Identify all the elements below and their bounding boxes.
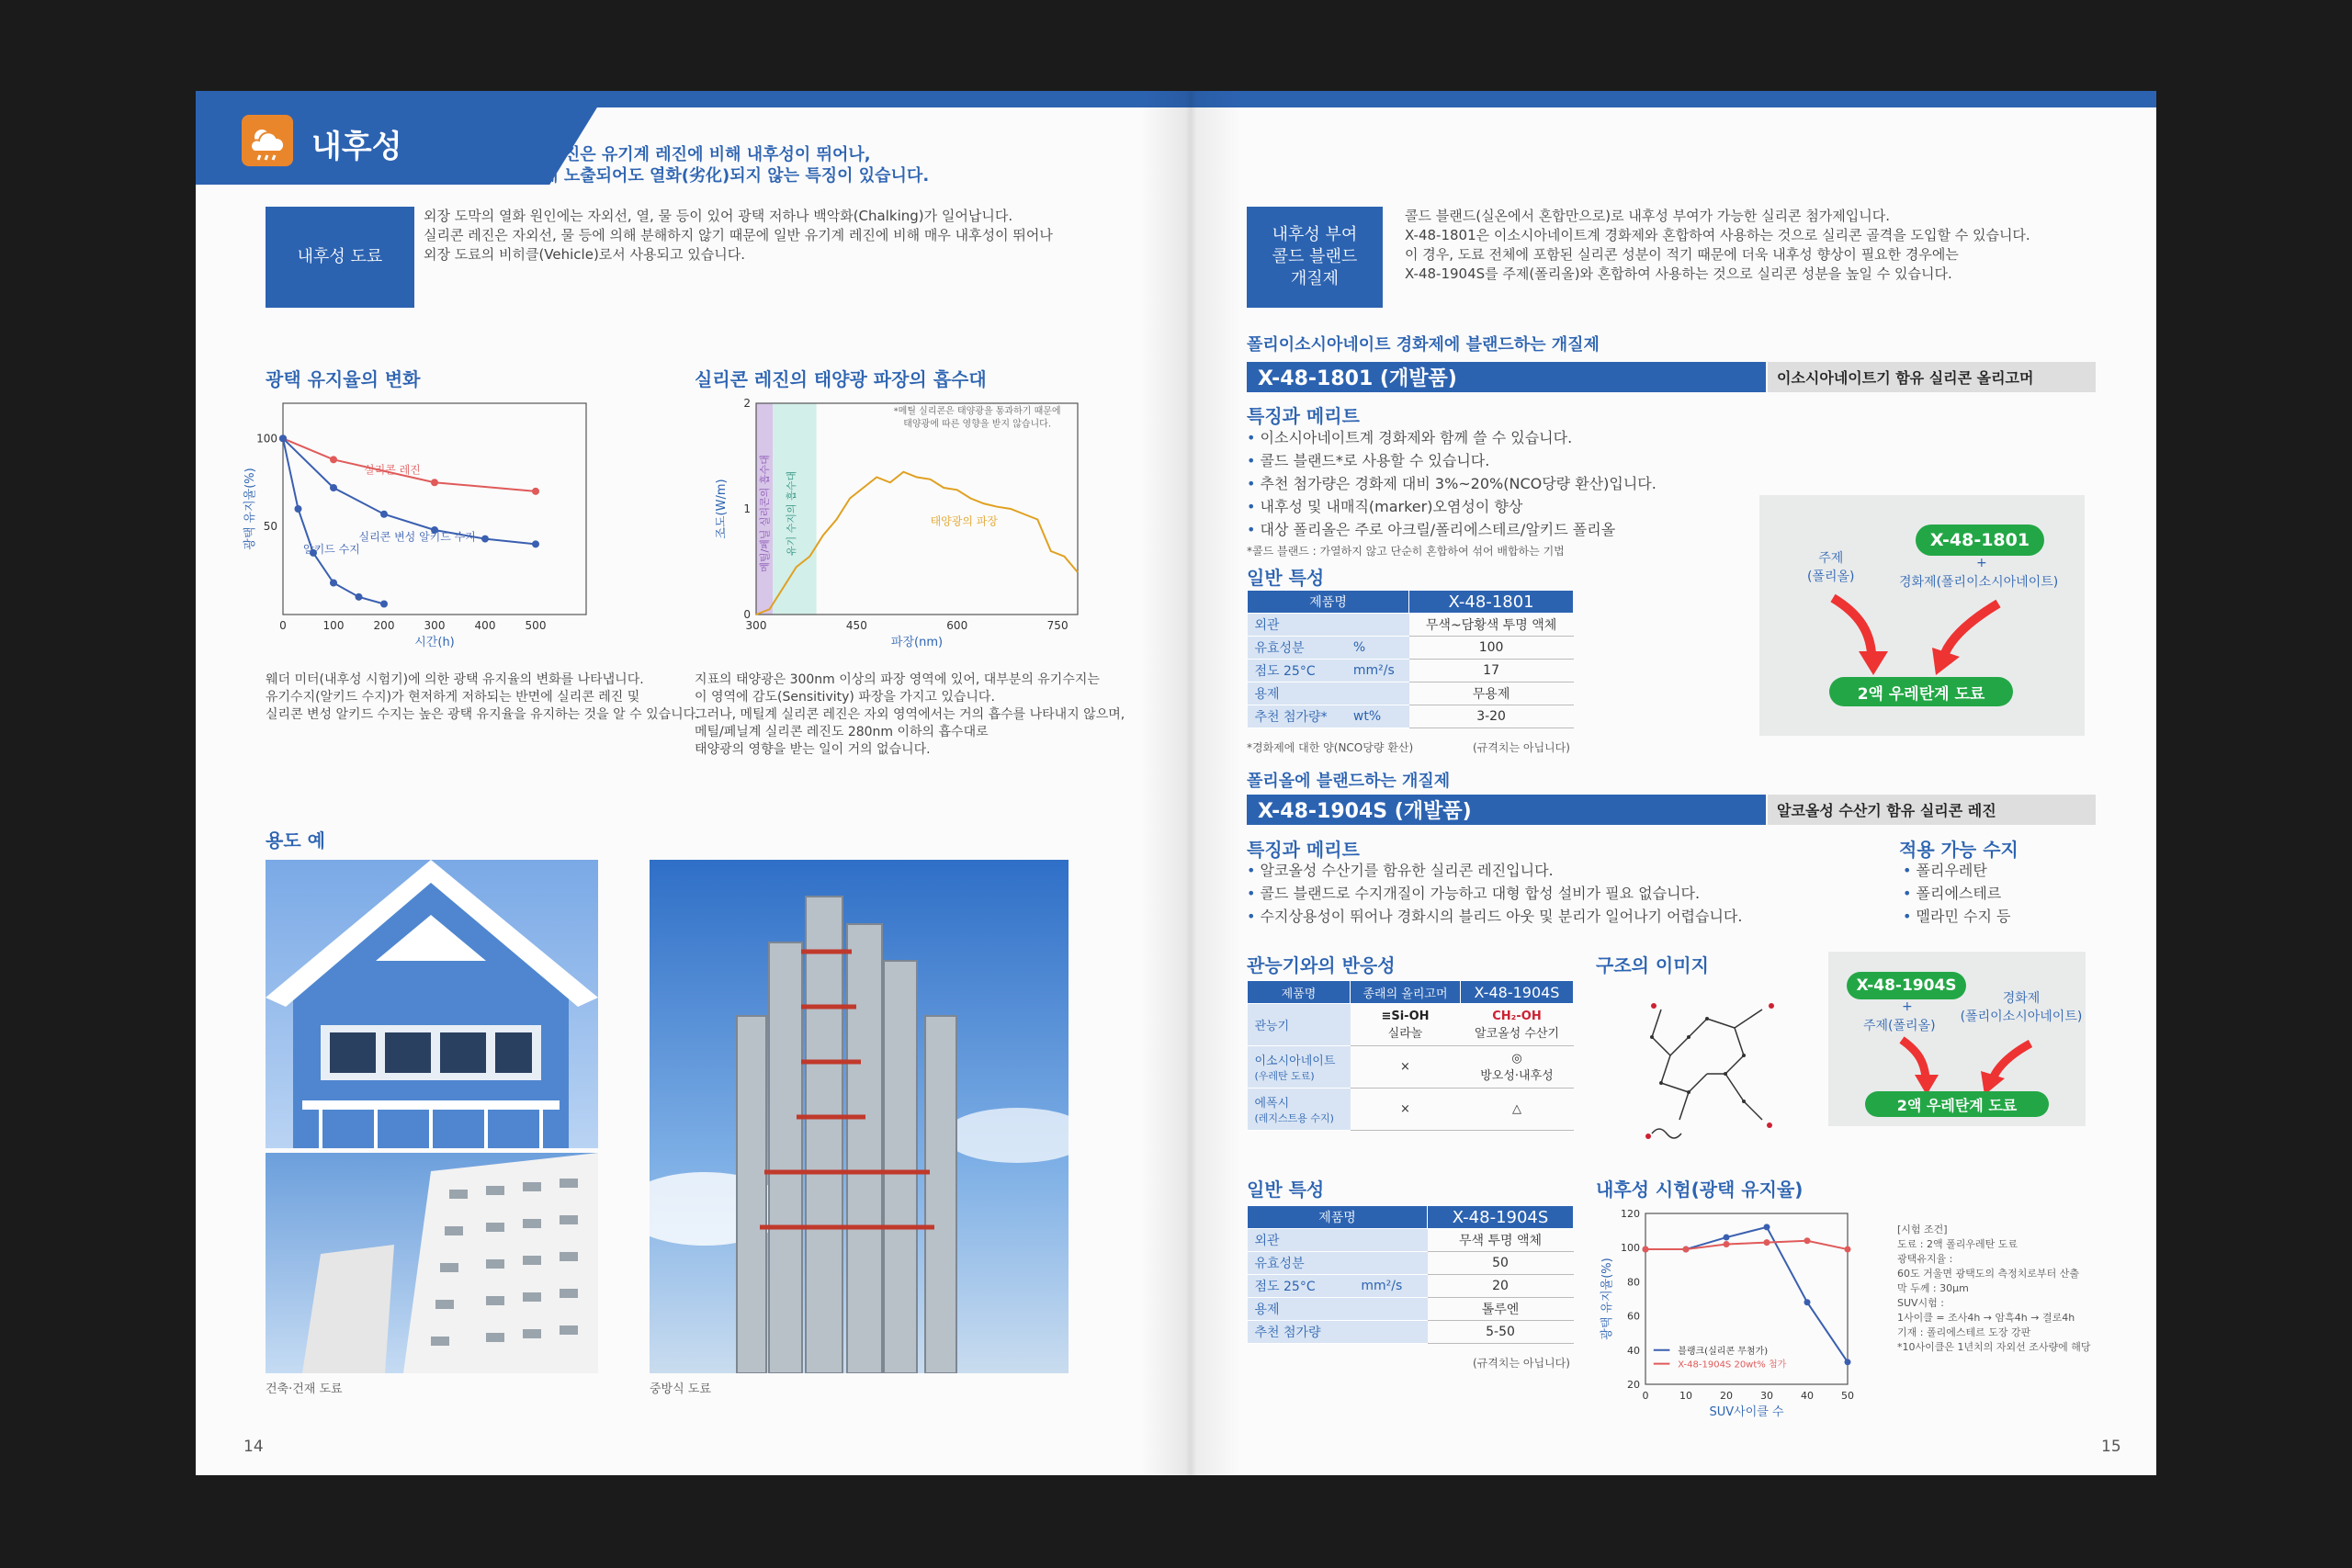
- product2-tag: 알코올성 수산기 함유 실리콘 레진: [1768, 795, 2096, 825]
- x-tick-label: 20: [1720, 1390, 1733, 1402]
- page-number-left: 14: [243, 1438, 264, 1456]
- modifier-label: 내후성 부여 콜드 블랜드 개질제: [1247, 207, 1383, 308]
- data-point: [1764, 1224, 1770, 1230]
- data-point: [330, 484, 337, 491]
- blend-diagram-1: [1759, 495, 2085, 736]
- urethane-coating-pill-2: 2액 우레탄계 도료: [1865, 1091, 2049, 1117]
- data-point: [330, 580, 337, 587]
- structure-title: 구조의 이미지: [1596, 954, 1709, 976]
- absorption-chart-description: 지표의 태양광은 300nm 이상의 파장 영역에 있어, 대부분의 유기수지는 이 영역에 감도(Sensitivity) 파장을 가지고 있습니다. 그러나, 메틸계 실리콘 레진은 자외 영역에서는 거의 흡수를 나타내지 않으며, 메틸/페닐계 실리콘 레진도 280nm 이하의 흡수대로 태양광의 영향을 받는 일이 거의 없습니다.: [695, 672, 1125, 757]
- y-tick-label: 100: [256, 432, 277, 446]
- x-tick-label: 40: [1801, 1390, 1814, 1402]
- data-point: [330, 456, 337, 463]
- product1-features: • 이소시아네이트계 경화제와 함께 쓸 수 있습니다. • 콜드 블랜드*로 사용할 수 있습니다. • 추천 첨가량은 경화제 대비 3%~20%(NCO당량 환산)입니다. • 내후성 및 내매직(marker)오염성이 향상 • 대상 폴리올은 주로 아크릴/폴리에스테르/알키드 폴리올: [1247, 426, 1657, 541]
- data-point: [1724, 1235, 1730, 1241]
- y-tick-label: 120: [1621, 1208, 1640, 1220]
- page-fold: [1140, 91, 1241, 1475]
- y-tick-label: 80: [1627, 1276, 1640, 1289]
- brochure-spread: [196, 91, 2156, 1475]
- plus-sign-2: +: [1902, 999, 1913, 1014]
- band-label: 유기 수지의 흡수대: [785, 470, 797, 557]
- x-tick-label: 600: [946, 619, 968, 632]
- red-arrows-icon-2: [1883, 1034, 2049, 1099]
- data-point: [1804, 1237, 1811, 1244]
- usage-title: 용도 예: [266, 829, 325, 852]
- intro-text: 실리콘 레진은 유기계 레진에 비해 내후성이 뛰어나, 자외선에 노출되어도 열화(劣化)되지 않는 특징이 있습니다.: [494, 145, 930, 186]
- hardener-label: 경화제(폴리이소시아네이트): [1899, 575, 2059, 590]
- x-tick-label: 10: [1679, 1390, 1692, 1402]
- absorption-chart-title: 실리콘 레진의 태양광 파장의 흡수대: [695, 368, 987, 390]
- urethane-coating-pill: 2액 우레탄계 도료: [1829, 677, 2013, 706]
- x-tick-label: 400: [474, 619, 496, 632]
- data-point: [532, 540, 539, 547]
- data-point: [1764, 1239, 1770, 1246]
- data-point: [1804, 1299, 1811, 1305]
- product2-spec-table: 제품명 X-48-1904S 외관 무색 투명 액체 유효성분 50 점도 25°C mm²/s 20 용제 톨루엔 추천 첨가량 5-50: [1247, 1205, 1574, 1344]
- page-title: 내후성: [311, 129, 402, 165]
- modifier-text: 콜드 블랜드(실온에서 혼합만으로)로 내후성 부여가 가능한 실리콘 첨가제입니다. X-48-1801은 이소시아네이트계 경화제와 혼합하여 사용하는 것으로 실리콘 골격을 도입할 수 있습니다. 이 경우, 도료 전체에 포함된 실리콘 성분이 적기 때문에 더욱 내후성 향상이 필요한 경우에는 X-48-1904S를 주제(폴리올)와 혼합하여 사용하는 것으로 실리콘 성분을 높일 수 있습니다.: [1405, 208, 2030, 282]
- y-tick-label: 50: [263, 520, 277, 534]
- x-tick-label: 0: [1642, 1390, 1649, 1402]
- y-tick-label: 2: [743, 397, 751, 410]
- x-tick-label: 300: [424, 619, 446, 632]
- cold-blend-note: *콜드 블랜드 : 가열하지 않고 단순히 혼합하여 섞어 배합하는 기법: [1247, 545, 1565, 558]
- house-photo: [266, 860, 598, 1148]
- weathering-coating-text: 외장 도막의 열화 원인에는 자외선, 열, 물 등이 있어 광택 저하나 백악화(Chalking)가 일어납니다. 실리콘 레진은 자외선, 물 등에 의해 분해하지 않기 때문에 일반 유기계 레진에 비해 매우 내후성이 뛰어나 외장 도료의 비히클(Vehicle)로서 사용되고 있습니다.: [424, 208, 1053, 263]
- weathering-coating-label: 내후성 도료: [266, 207, 414, 308]
- applicable-resins-title: 적용 가능 수지: [1899, 839, 2018, 861]
- gloss-chart-description: 웨더 미터(내후성 시험기)에 의한 광택 유지율의 변화를 나타냅니다. 유기수지(알키드 수지)가 현저하게 저하되는 반면에 실리콘 레진 및 실리콘 변성 알키드 수지는 높은 광택 유지율을 유지하는 것을 알 수 있습니다.: [266, 672, 700, 722]
- weather-test-title: 내후성 시험(광택 유지율): [1596, 1179, 1804, 1201]
- data-point: [532, 488, 539, 495]
- plant-tower-photo: [650, 860, 1069, 1373]
- product1-spec-disclaimer: (규격치는 아닙니다): [1473, 741, 1570, 754]
- legend-label: 블랭크(실리콘 무첨가): [1678, 1346, 1769, 1357]
- data-point: [380, 601, 388, 608]
- chart-note: *메틸 실리콘은 태양광을 통과하기 때문에: [893, 406, 1061, 417]
- x-tick-label: 450: [845, 619, 867, 632]
- y-tick-label: 100: [1621, 1242, 1640, 1255]
- weather-test-chart: [1592, 1204, 1859, 1434]
- apartment-photo: [266, 1153, 598, 1373]
- blend-diagram-2: [1828, 952, 2086, 1126]
- band-label: 메틸/페닐 실리콘의 흡수대: [758, 455, 771, 572]
- series-line: [1645, 1227, 1848, 1362]
- product1-tag: 이소시아네이트기 함유 실리콘 올리고머: [1768, 362, 2096, 392]
- reactivity-table: 제품명 종래의 올리고머 X-48-1904S 관능기 ≡Si-OH 실라놀 CH₂-OH 알코올성 수산기 이소시아네이트 (우레탄 도료) × ◎ 방오성·내후성 에폭시 (레지스트용 수지) × △: [1247, 980, 1574, 1131]
- plus-sign: +: [1976, 556, 1987, 570]
- y-tick-label: 1: [743, 502, 751, 515]
- chart-note: 태양광에 따른 영향을 받지 않습니다.: [903, 419, 1052, 430]
- y-tick-label: 0: [743, 608, 751, 621]
- series-label: 알키드 수지: [303, 542, 360, 556]
- product1-spec-table: 제품명 X-48-1801 외관 무색~담황색 투명 액체 유효성분 % 100 점도 25°C mm²/s 17 용제 무용제 추천 첨가량* wt% 3-20: [1247, 590, 1574, 728]
- y-axis-label: 광택 유지율(%): [243, 468, 257, 550]
- plot-frame: [283, 403, 586, 615]
- section1-title: 폴리이소시아네이트 경화제에 블랜드하는 개질제: [1247, 335, 1600, 355]
- product2-general-title: 일반 특성: [1247, 1179, 1325, 1201]
- weather-icon: [242, 115, 293, 166]
- legend-label: X-48-1904S 20wt% 첨가: [1678, 1359, 1787, 1371]
- y-tick-label: 60: [1627, 1310, 1640, 1323]
- y-tick-label: 40: [1627, 1344, 1640, 1357]
- absorption-band-chart: [710, 394, 1105, 660]
- x-tick-label: 0: [279, 619, 287, 632]
- data-point: [279, 434, 287, 442]
- series-label: 태양광의 파장: [930, 514, 998, 528]
- red-arrows-icon: [1815, 587, 2017, 679]
- data-point: [1643, 1247, 1649, 1253]
- x-tick-label: 200: [373, 619, 395, 632]
- product1-features-title: 특징과 메리트: [1247, 405, 1360, 427]
- x481801-pill: X-48-1801: [1916, 525, 2044, 556]
- y-axis-label: 광택 유지율(%): [1600, 1258, 1614, 1340]
- x-axis-label: 파장(nm): [890, 636, 944, 649]
- data-point: [1845, 1359, 1851, 1365]
- product1-name: X-48-1801 (개발품): [1247, 362, 1766, 392]
- caption-construction: 건축·건재 도료: [266, 1382, 343, 1396]
- data-point: [1683, 1247, 1690, 1253]
- product2-features-title: 특징과 메리트: [1247, 839, 1360, 861]
- product2-spec-disclaimer: (규격치는 아닙니다): [1473, 1357, 1570, 1370]
- siloxane-structure-diagram: [1615, 982, 1799, 1156]
- plot-frame: [1645, 1213, 1848, 1384]
- x-tick-label: 750: [1046, 619, 1069, 632]
- x-tick-label: 100: [322, 619, 345, 632]
- gloss-retention-chart: [232, 394, 618, 660]
- x-axis-label: SUV사이클 수: [1709, 1405, 1784, 1419]
- product2-features: • 알코올성 수산기를 함유한 실리콘 레진입니다. • 콜드 블랜드로 수지개질이 가능하고 대형 합성 설비가 필요 없습니다. • 수지상용성이 뛰어나 경화시의 블리드 아웃 및 분리가 일어나기 어렵습니다.: [1247, 859, 1742, 928]
- test-conditions: [시험 조건] 도료 : 2액 폴리우레탄 도료 광택유지율 : 60도 거울면 광택도의 측정치로부터 산출 막 두께 : 30μm SUV시험 : 1사이클 = 조사4h → 암흑4h → 결로4h 기재 : 폴리에스테르 도장 강판 *10사이클은 1년치의 자외선 조사량에 해당: [1897, 1224, 2091, 1353]
- series-label: 실리콘 레진: [364, 463, 421, 477]
- product1-general-title: 일반 특성: [1247, 567, 1325, 589]
- main-agent-label: 주제 (폴리올): [1807, 551, 1855, 584]
- y-axis-label: 조도(W/m): [715, 479, 729, 539]
- series-label: 실리콘 변성 알키드 수지: [358, 530, 476, 544]
- data-point: [1724, 1241, 1730, 1247]
- caption-anticorrosion: 중방식 도료: [650, 1382, 711, 1396]
- reactivity-title: 관능기와의 반응성: [1247, 954, 1396, 976]
- data-point: [481, 536, 489, 543]
- x-tick-label: 500: [525, 619, 547, 632]
- x-axis-label: 시간(h): [414, 636, 455, 649]
- series-line: [1645, 1241, 1848, 1249]
- data-point: [295, 505, 302, 513]
- gloss-chart-title: 광택 유지율의 변화: [266, 368, 421, 390]
- applicable-resins-list: • 폴리우레탄 • 폴리에스테르 • 멜라민 수지 등: [1903, 859, 2010, 928]
- main-agent-label-2: 주제(폴리올): [1863, 1019, 1936, 1033]
- page-number-right: 15: [2101, 1438, 2121, 1456]
- y-tick-label: 20: [1627, 1379, 1640, 1391]
- data-point: [356, 593, 363, 601]
- hardener-label-2: 경화제 (폴리이소시아네이트): [1960, 991, 2083, 1024]
- section2-title: 폴리올에 블랜드하는 개질제: [1247, 772, 1451, 791]
- x-tick-label: 300: [745, 619, 767, 632]
- x-tick-label: 30: [1760, 1390, 1773, 1402]
- x-tick-label: 50: [1841, 1390, 1854, 1402]
- data-point: [431, 479, 438, 486]
- product2-name: X-48-1904S (개발품): [1247, 795, 1766, 825]
- x481904s-pill: X-48-1904S: [1847, 972, 1966, 999]
- product1-footnote: *경화제에 대한 양(NCO당량 환산): [1247, 741, 1414, 754]
- data-point: [1845, 1247, 1851, 1253]
- data-point: [380, 511, 388, 518]
